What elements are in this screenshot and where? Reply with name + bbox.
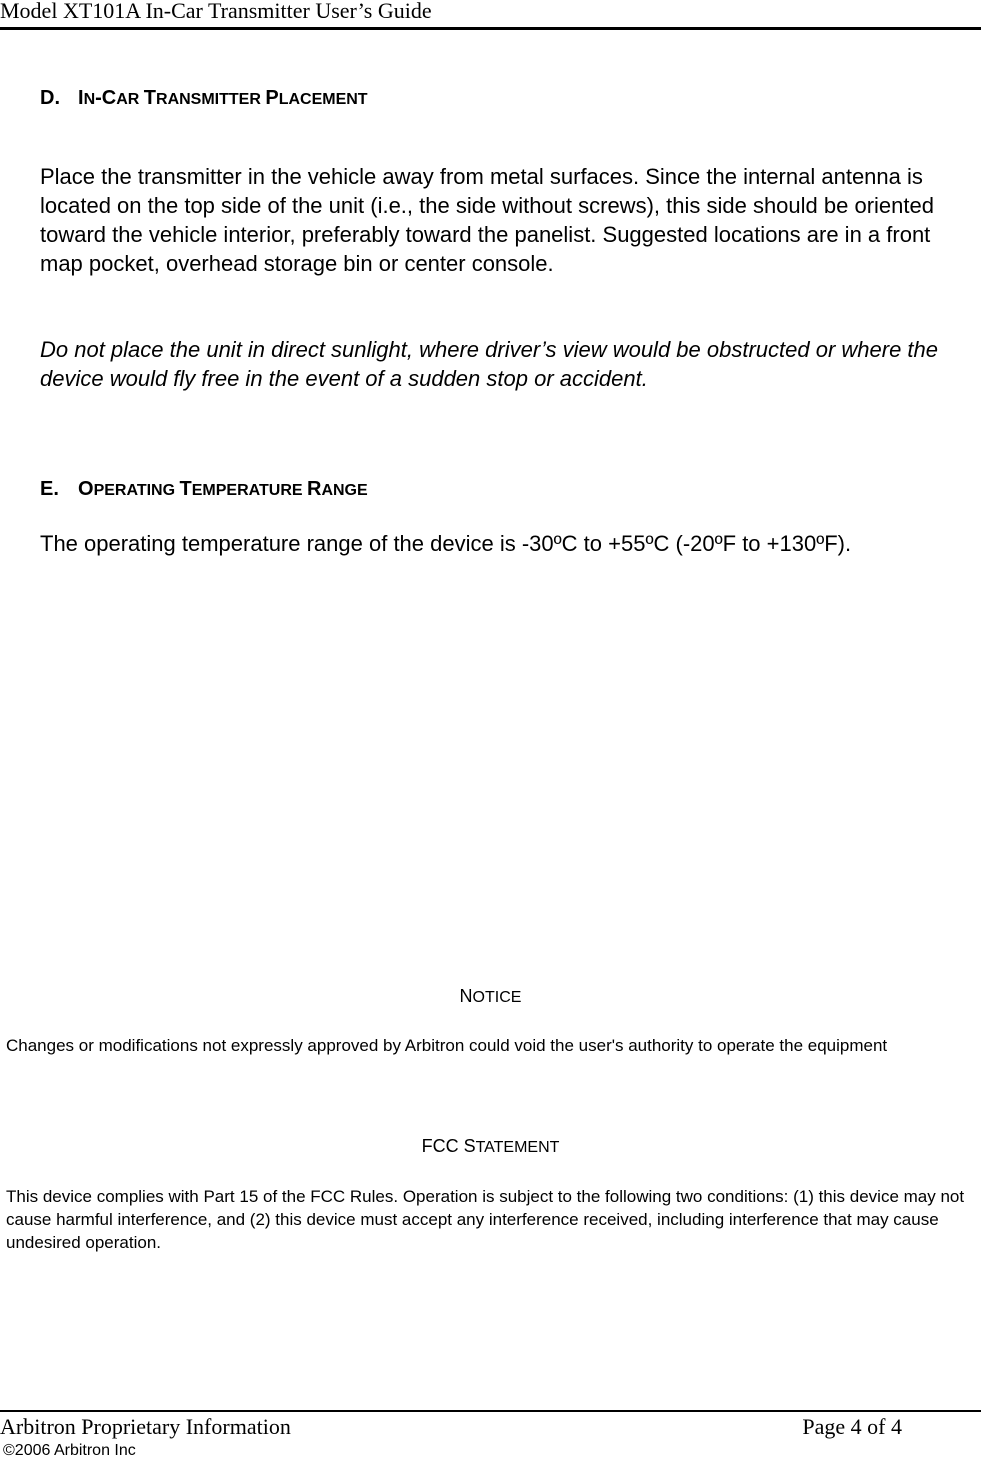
section-e-heading [40,477,368,503]
header-divider [0,27,981,30]
section-e-title-part: PERATING [93,482,180,499]
footer-divider [0,1410,981,1412]
section-e-letter: E. [40,478,59,500]
section-e-title-part: T [179,478,192,500]
footer-proprietary-label: Arbitron Proprietary Information [0,1414,291,1439]
section-e-title-part: ANGE [321,482,368,499]
section-d-title-part: LACEMENT [278,91,368,108]
section-e-title-part: O [78,478,94,500]
section-d-title-part: -C [95,87,117,109]
notice-title-part: OTICE [472,989,522,1006]
notice-title [0,986,981,1008]
section-d-title-part: AR [116,91,144,108]
section-d-title-part: P [265,87,279,109]
section-d-paragraph: Place the transmitter in the vehicle away from metal surfaces. Since the internal antenna is located on the top side of the unit (i.e., the side without screws), this side should be oriented toward the vehicle interior, preferably toward the panelist. Suggested locations are in a front map pocket, overhead storage bin or center console. [40,164,934,276]
section-e-title-part: R [306,478,322,500]
section-d-letter: D. [40,87,60,109]
section-e-title-part: EMPERATURE [191,482,307,499]
section-d-warning: Do not place the unit in direct sunlight, where driver’s view would be obstructed or where the device would fly free in the event of a sudden stop or accident. [40,337,939,391]
notice-title-part: N [459,986,473,1006]
fcc-statement-title [0,1136,981,1158]
section-d-heading [40,86,368,112]
section-d-title-part: RANSMITTER [156,91,266,108]
page-header-title: Model XT101A In-Car Transmitter User’s Guide [0,0,432,23]
section-d-title-part: T [143,87,157,109]
section-d-title-part: I [78,87,84,109]
section-e-paragraph: The operating temperature range of the device is -30ºC to +55ºC (-20ºF to +130ºF). [40,531,852,556]
copyright-notice: ©2006 Arbitron Inc [3,1442,136,1459]
section-d-title-part: N [83,91,96,108]
notice-text: Changes or modifications not expressly approved by Arbitron could void the user's authority to operate the equipment [6,1036,888,1055]
fcc-title-part: TATEMENT [475,1139,560,1156]
page-number: Page 4 of 4 [802,1414,902,1439]
fcc-statement-text: This device complies with Part 15 of the FCC Rules. Operation is subject to the following two conditions: (1) this device may not cause harmful interference, and (2) this device must accept any interference received, including interference that may cause undesired operation. [6,1187,965,1252]
fcc-title-part: FCC S [421,1136,476,1156]
